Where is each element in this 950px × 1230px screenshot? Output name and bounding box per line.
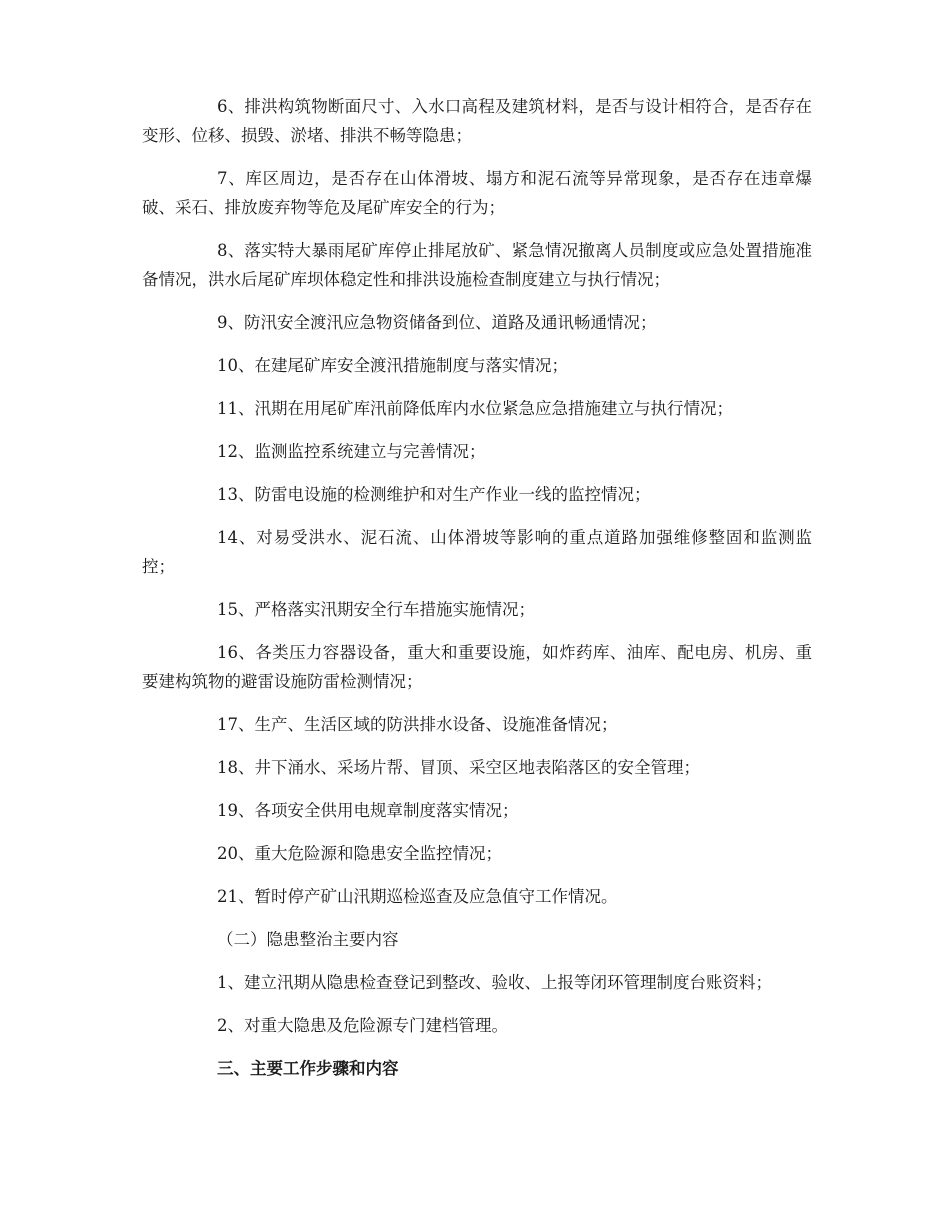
paragraph-item-17: 17、生产、生活区域的防洪排水设备、设施准备情况； — [217, 715, 618, 734]
paragraph-item-20: 20、重大危险源和隐患安全监控情况； — [217, 844, 502, 863]
paragraph-item-14: 14、对易受洪水、泥石流、山体滑坡等影响的重点道路加强维修整固和监测监控； — [142, 528, 812, 576]
paragraph-item-18: 18、井下涌水、采场片帮、冒顶、采空区地表陷落区的安全管理； — [217, 758, 700, 777]
paragraph-item-11: 11、汛期在用尾矿库汛前降低库内水位紧急应急措施建立与执行情况； — [217, 399, 733, 418]
paragraph-remediation-2: 2、对重大隐患及危险源专门建档管理。 — [217, 1016, 508, 1035]
paragraph-item-7: 7、库区周边，是否存在山体滑坡、塌方和泥石流等异常现象，是否存在违章爆破、采石、排放废弃物等危及尾矿库安全的行为； — [142, 169, 812, 217]
paragraph-item-6: 6、排洪构筑物断面尺寸、入水口高程及建筑材料，是否与设计相符合，是否存在变形、位移、损毁、淤堵、排洪不畅等隐患； — [142, 97, 812, 145]
paragraph-item-12: 12、监测监控系统建立与完善情况； — [217, 442, 486, 461]
paragraph-item-9: 9、防汛安全渡汛应急物资储备到位、道路及通讯畅通情况； — [217, 313, 657, 332]
paragraph-remediation-1: 1、建立汛期从隐患检查登记到整改、验收、上报等闭环管理制度台账资料； — [217, 973, 772, 992]
section-heading: 三、主要工作步骤和内容 — [217, 1059, 399, 1078]
paragraph-item-16: 16、各类压力容器设备，重大和重要设施，如炸药库、油库、配电房、机房、重要建构筑物的避雷设施防雷检测情况； — [142, 643, 812, 691]
paragraph-item-15: 15、严格落实汛期安全行车措施实施情况； — [217, 600, 535, 619]
paragraph-item-8: 8、落实特大暴雨尾矿库停止排尾放矿、紧急情况撤离人员制度或应急处置措施准备情况，洪水后尾矿库坝体稳定性和排洪设施检查制度建立与执行情况； — [142, 241, 812, 289]
paragraph-item-21: 21、暂时停产矿山汛期巡检巡查及应急值守工作情况。 — [217, 887, 618, 906]
paragraph-item-19: 19、各项安全供用电规章制度落实情况； — [217, 801, 519, 820]
document-body — [142, 92, 812, 1097]
subsection-heading: （二）隐患整治主要内容 — [217, 930, 399, 949]
paragraph-item-10: 10、在建尾矿库安全渡汛措施制度与落实情况； — [217, 356, 568, 375]
paragraph-item-13: 13、防雷电设施的检测维护和对生产作业一线的监控情况； — [217, 485, 651, 504]
